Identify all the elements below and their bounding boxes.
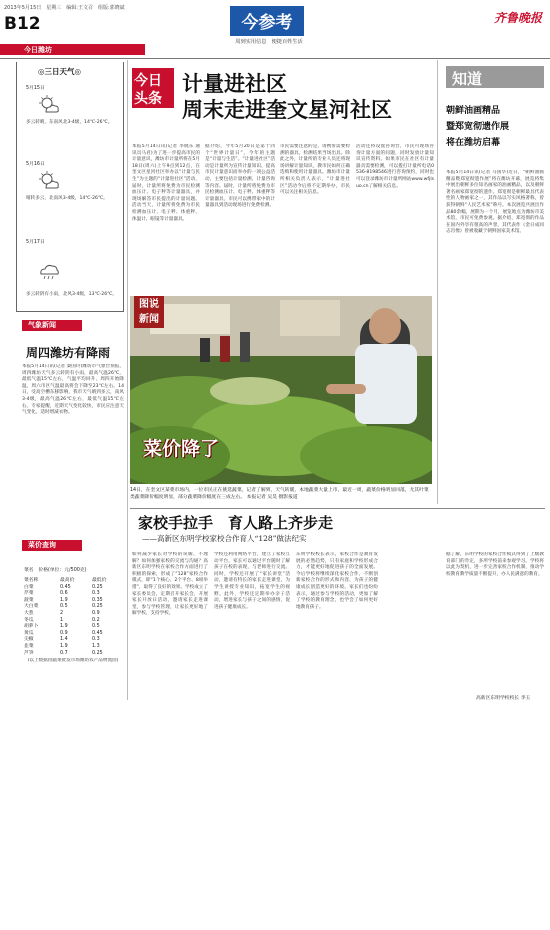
lead-headline-line-1: 计量进社区 (182, 71, 287, 96)
section-bar (0, 44, 145, 55)
weather-news-body: 本报5月14日讯(记者 秦国玲)潍坊市气象台预报，周四潍坊天气多云转阴有小雨，最高气温26℃，最低气温15℃左右，气温平均回升，周四开始降温，周六市区气温最高将会下降至23℃左右。14日，受高空槽东移影响，我市天气晴到多云，南风3-4级，最高气温26℃左右，最低气温15℃左右。专家提醒，近期天气变化较快，市民应注意天气变化，适时增减衣物。 (22, 364, 124, 416)
school-body-col-3: 东明学校校长表示，家校合作是教育发展的必然趋势，只有家庭和学校形成合力，才能更好地促进孩子的全面发展。今后学校将继续深化家校合作，不断创新家校合作的形式和内容，为孩子的健康成长创造更好的环境。家长们也纷纷表示，通过参与学校的活动，更加了解了学校的教育理念，也学会了如何更好地教育孩子。 (296, 552, 378, 610)
weather-text-1: 多云转晴，东南风北3-4级，14℃-26℃。 (26, 120, 113, 125)
school-body-col-1: 如何减少家长对学校的误解，不理解？如何加强家校的交流与沟通？高新区东明学校在家校合作方面进行了积极的探索，形成了“128”家校合作模式，即“1个核心、2个平台、8项举措”，取得了良好的效果。学校成立了家长委员会，定期召开家长会，开展家长开放日活动，邀请家长走进课堂，参与学校管理，让家长更好地了解学校、支持学校。 (132, 552, 208, 617)
school-body-col-2: 学校还利用网络平台，建立了家校互动平台，家长可以通过平台随时了解孩子在校的表现，与老师进行交流。同时，学校还开展了“家长讲堂”活动，邀请有特长的家长走进课堂，为学生讲授专业知识，拓宽学生的视野。此外，学校还定期举办亲子活动，增进家长与孩子之间的感情，促进孩子健康成长。 (214, 552, 290, 610)
weather-box (16, 62, 124, 312)
table-row (24, 591, 124, 598)
weather-date-1: 5月15日 (26, 86, 45, 91)
veg-name: 菠菜 (24, 597, 34, 603)
veg-name: 芹菜 (24, 591, 34, 597)
price-low: 0.25 (92, 604, 103, 610)
section-label: 今日潍坊 (24, 46, 52, 54)
school-subhead: ——高新区东明学校家校合作育人“128”做法纪实 (142, 534, 307, 543)
price-low: 0.2 (92, 617, 100, 623)
table-row (24, 585, 124, 592)
masthead-meta: 2013年5月15日 星期三 编辑:王文召 组版:郭晓斌 (4, 5, 125, 11)
price-high: 1.9 (60, 597, 68, 603)
paper-name: 齐鲁晚报 (494, 11, 543, 25)
price-low: 0.9 (92, 610, 100, 616)
weather-title: ◎三日天气◎ (38, 67, 82, 76)
cloud-icon (38, 258, 60, 280)
veg-name: 韭菜 (24, 643, 34, 649)
photo-caption: 14日，在奎文区某菜市场内，一位市民正在挑选蔬菜。记者了解到，天气转暖，本地蔬菜大量上市，最近一周，蔬菜价格明显回落，尤其叶菜类蔬菜降价幅度明显，部分蔬菜降价幅度在三成左右。 本报记者 吴昊 摄影报道 (130, 488, 429, 500)
know-tag: 知道 (452, 70, 483, 88)
price-high: 0.6 (60, 591, 68, 597)
veg-name: 胡萝卜 (24, 624, 39, 630)
weather-text-2: 晴转多云，北南风3-4级，14℃-26℃。 (26, 196, 108, 201)
price-table-header (24, 578, 124, 585)
price-low: 0.25 (92, 584, 103, 590)
column-divider (127, 60, 128, 700)
know-headline (446, 103, 546, 151)
veg-name: 白菜 (24, 584, 34, 590)
logo-subtitle: 周到实用信息 便捷百姓生活 (235, 39, 303, 45)
price-high: 0.7 (60, 650, 68, 656)
know-headline-line-3: 将在潍坊启幕 (446, 138, 501, 148)
lead-kicker-line-2: 头条 (134, 91, 162, 107)
lead-body-col-3: 市民需要注意的是，请携带需要检测的器具，检测结果当场出具。除此之外，计量所的专业人员还将现场讲解计量知识，教市民如何正确选购和使用计量器具。潍坊市计量所相关负责人表示，“计量进社区”活动今后将不定期举办，市民可以关注相关信息。 (280, 144, 350, 196)
school-body-col-4: 据了解，东明学校的家校合作模式得到了上级教育部门的肯定，多所学校前来参观学习。学校将以此为契机，进一步完善家校合作机制，推动学校教育教学质量不断提升，办人民满意的教育。 (446, 552, 544, 577)
veg-name: 大葱 (24, 610, 34, 616)
price-low: 0.3 (92, 591, 100, 597)
lead-body-col-2: 据介绍，今年5月20日是第十四个“世界计量日”，今年的主题是“计量与生活”。“计量进社区”活动是计量所为宣传计量知识、提高市民计量意识而举办的一项公益活动，主要包括计量检测、计量咨询等内容。届时，计量所将免费为市民检测血压计、电子秤、体重秤等计量器具，市民可以携带家中的计量器具到活动现场进行免费检测。 (205, 144, 275, 209)
lead-kicker-line-1: 今日 (134, 73, 162, 89)
price-table (24, 578, 124, 657)
price-low: 0.25 (92, 650, 103, 656)
price-high: 0.9 (60, 630, 68, 636)
sun-cloud-icon (38, 94, 60, 116)
table-row (24, 624, 124, 631)
price-low: 0.35 (92, 597, 103, 603)
price-col-low: 最低价 (92, 578, 107, 583)
veg-name: 冬瓜 (24, 617, 34, 623)
market-title: 菜名 价格(单位：元/500克) (24, 568, 87, 573)
section-rule (130, 508, 545, 509)
weather-text-3: 多云转阴有小雨，北风3-4级，13℃-26℃。 (26, 292, 117, 297)
weather-news-headline: 周四潍坊有降雨 (26, 346, 111, 360)
lead-headline-line-2: 周末走进奎文星河社区 (182, 97, 392, 122)
weather-news-tag: 气象新闻 (22, 320, 82, 331)
price-high: 0.45 (60, 584, 71, 590)
top-rule (0, 58, 550, 59)
price-col-name: 菜名称 (24, 578, 39, 583)
lead-body-col-1: 本报5月14日讯(记者 李晓东 通讯员马君)为了进一步提高市民的计量意识，潍坊市计量所将在5月18日(周六)上午9点到12点，在奎文区星河社区举办以“计量与民生”为主题的“计量进社区”活动，届时，计量所将免费为市民检测血压计、电子秤等计量器具，并现场解答市民提出的计量问题。活动当天，计量所将免费为市民检测血压计、电子秤、体重秤、体温计、眼镜等计量器具。 (132, 144, 200, 222)
table-row (24, 604, 124, 611)
price-low: 0.5 (92, 624, 100, 630)
photo-kicker-line-1: 图说 (139, 299, 159, 310)
know-headline-line-2: 暨郑宽彻遗作展 (446, 122, 510, 132)
photo-title: 菜价降了 (143, 438, 220, 460)
photo-kicker (134, 296, 164, 328)
price-low: 0.3 (92, 637, 100, 643)
veg-name: 尖椒 (24, 637, 34, 643)
column-divider (437, 60, 438, 504)
know-body: 本报5月14日讯(记者 马国华)近日，“朝鲜油画精品暨郑宽彻遗作展”将在潍坊开幕，展览将集中展出朝鲜多位知名画家的油画精品，以及朝鲜著名画家郑宽彻的遗作。郑宽彻是朝鲜最具代表性的人物画家之一，其作品以写实风格著称，曾获得朝鲜“人民艺术家”称号。本次展览共展出作品80余幅，展期为一个月，展览地点为潍坊市美术馆，市民可免费参观。据介绍，郑宽彻的作品在国内外享有很高的声誉，其代表作《金日成同志肖像》曾被收藏于朝鲜国家美术馆。 (446, 170, 544, 235)
price-high: 1.4 (60, 637, 68, 643)
veg-name: 芦笋 (24, 650, 34, 656)
school-headline: 家校手拉手 育人路上齐步走 (138, 514, 334, 532)
know-headline-line-1: 朝鲜油画精品 (446, 106, 501, 116)
weather-date-3: 5月17日 (26, 240, 45, 245)
price-high: 1.9 (60, 643, 68, 649)
sun-cloud-icon (38, 170, 60, 192)
logo-title: 今参考 (241, 13, 293, 33)
photo-kicker-line-2: 新闻 (139, 314, 159, 325)
table-row (24, 637, 124, 644)
table-row (24, 651, 124, 658)
price-high: 2 (60, 610, 64, 616)
veg-name: 黄瓜 (24, 630, 34, 636)
school-credit: 高新区东明学校校长 李玉 (476, 696, 531, 701)
price-low: 0.45 (92, 630, 103, 636)
table-row (24, 611, 124, 618)
page-number: B12 (4, 14, 41, 34)
price-high: 0.5 (60, 604, 68, 610)
table-row (24, 631, 124, 638)
price-high: 1 (60, 617, 64, 623)
price-high: 1.9 (60, 624, 68, 630)
lead-body-col-4: 活动还将设置咨询台，市民可现场咨询计量方面的问题，同时发放计量知识宣传资料。如果市民在社区有计量器具需要检测，可以拨打计量所电话0536-8198546进行咨询预约，同时也可以登录潍坊市计量所网站www.wfjlsuo.cn了解相关信息。 (356, 144, 434, 189)
table-row (24, 598, 124, 605)
market-note: (以上数据由蔬菜批发市场潍坊农产品物流园) (27, 658, 119, 663)
price-low: 1.3 (92, 643, 100, 649)
market-tag: 菜价查询 (22, 540, 82, 551)
price-col-high: 最高价 (60, 578, 75, 583)
table-row (24, 618, 124, 625)
table-row (24, 644, 124, 651)
weather-date-2: 5月16日 (26, 162, 45, 167)
veg-name: 大白菜 (24, 604, 39, 610)
